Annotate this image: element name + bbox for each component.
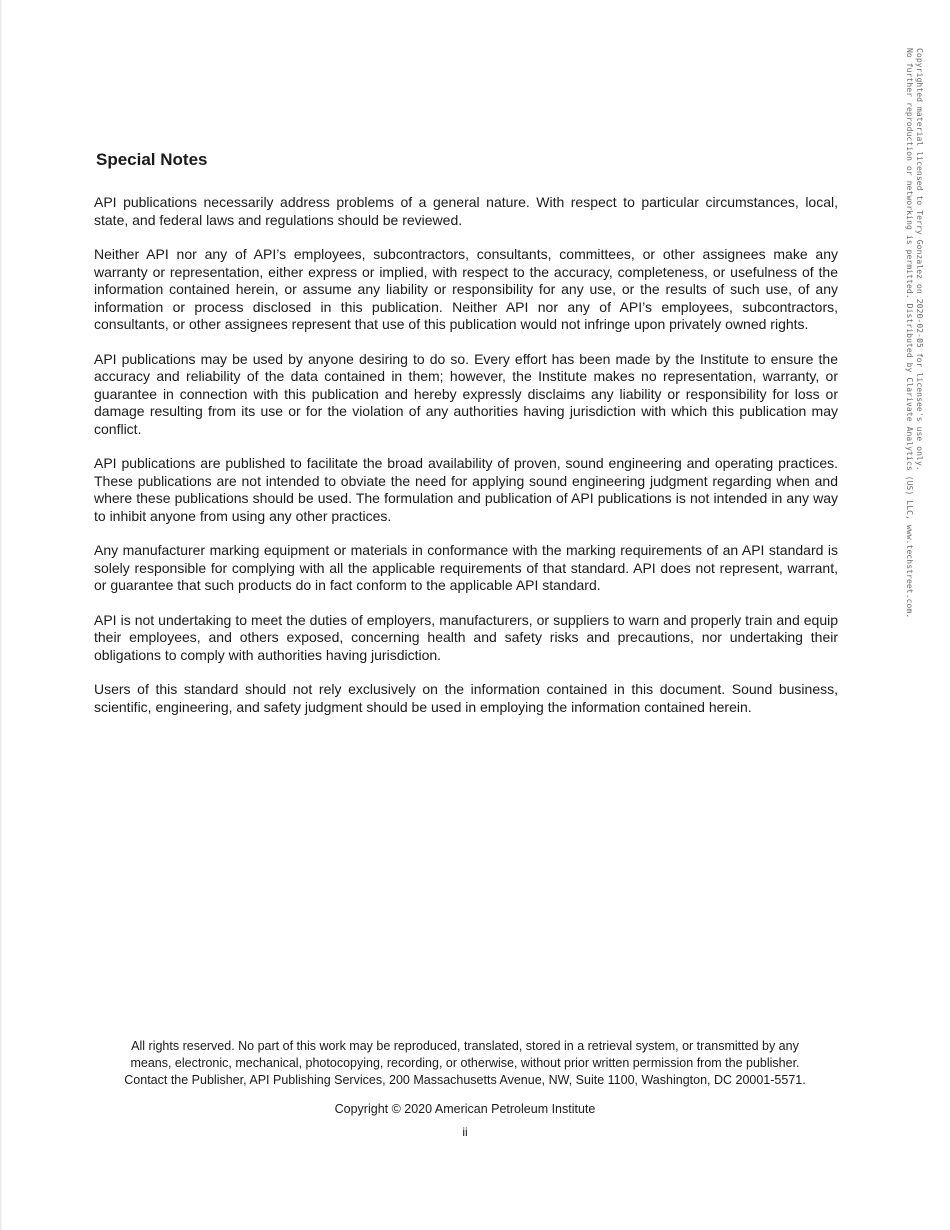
copyright-notice: Copyright © 2020 American Petroleum Institute	[334, 1102, 596, 1116]
page-number: ii	[462, 1125, 468, 1139]
scan-edge-shadow	[0, 0, 3, 1230]
paragraph-marking: Any manufacturer marking equipment or materials in conformance with the marking requirements of an API standard is solely responsible for complying with all the applicable requirements of that standard. API does not represent, warrant, or guarantee that such products do in fact conform to the applicable API standard.	[94, 542, 838, 593]
rights-line: Contact the Publisher, API Publishing Services, 200 Massachusetts Avenue, NW, Suite 1100, Washington, DC 20001-5571.	[124, 1073, 806, 1087]
paragraph-safety: API is not undertaking to meet the duties of employers, manufacturers, or suppliers to warn and properly train and equip their employees, and others exposed, concerning health and safety risks and precautions, nor undertaking their obligations to comply with authorities having jurisdiction.	[94, 611, 838, 663]
rights-line: means, electronic, mechanical, photocopying, recording, or otherwise, without prior written permission from the publisher.	[130, 1056, 800, 1070]
paragraph-laws: API publications necessarily address problems of a general nature. With respect to particular circumstances, local, state, and federal laws and regulations should be reviewed.	[94, 194, 838, 228]
notes-body	[94, 194, 838, 733]
rights-line: All rights reserved. No part of this work may be reproduced, translated, stored in a retrieval system, or transmitted by any	[131, 1039, 799, 1053]
paragraph-practices: API publications are published to facilitate the broad availability of proven, sound engineering and operating practices. These publications are not intended to obviate the need for applying sound engineering judgment regarding when and where these publications should be used. The formulation and publication of API publications is not intended in any way to inhibit anyone from using any other practices.	[94, 455, 838, 524]
section-heading: Special Notes	[96, 150, 208, 169]
license-watermark	[904, 48, 924, 618]
watermark-line: Copyrighted material licensed to Terry Gonzalez on 2020-02-05 for licensee's use only.	[915, 48, 924, 471]
rights-notice	[95, 1038, 835, 1089]
paragraph-warranty: Neither API nor any of API’s employees, subcontractors, consultants, committees, or other assignees make any warranty or representation, either express or implied, with respect to the accuracy, completeness, or usefulness of the information contained herein, or assume any liability or responsibility for any use, or the results of such use, of any information or process disclosed in this publication. Neither API nor any of API’s employees, subcontractors, consultants, or other assignees represent that use of this publication would not infringe upon privately owned rights.	[94, 246, 838, 332]
paragraph-judgment: Users of this standard should not rely exclusively on the information contained in this document. Sound business, scientific, engineering, and safety judgment should be used in employing the information contained herein.	[94, 681, 838, 715]
paragraph-liability: API publications may be used by anyone desiring to do so. Every effort has been made by the Institute to ensure the accuracy and reliability of the data contained in them; however, the Institute makes no representation, warranty, or guarantee in connection with this publication and hereby expressly disclaims any liability or responsibility for loss or damage resulting from its use or for the violation of any authorities having jurisdiction with which this publication may conflict.	[94, 350, 838, 437]
watermark-line: No further reproduction or networking is permitted. Distributed by Clarivate Analytics (US) LLC, www.techstreet.com.	[905, 48, 914, 619]
